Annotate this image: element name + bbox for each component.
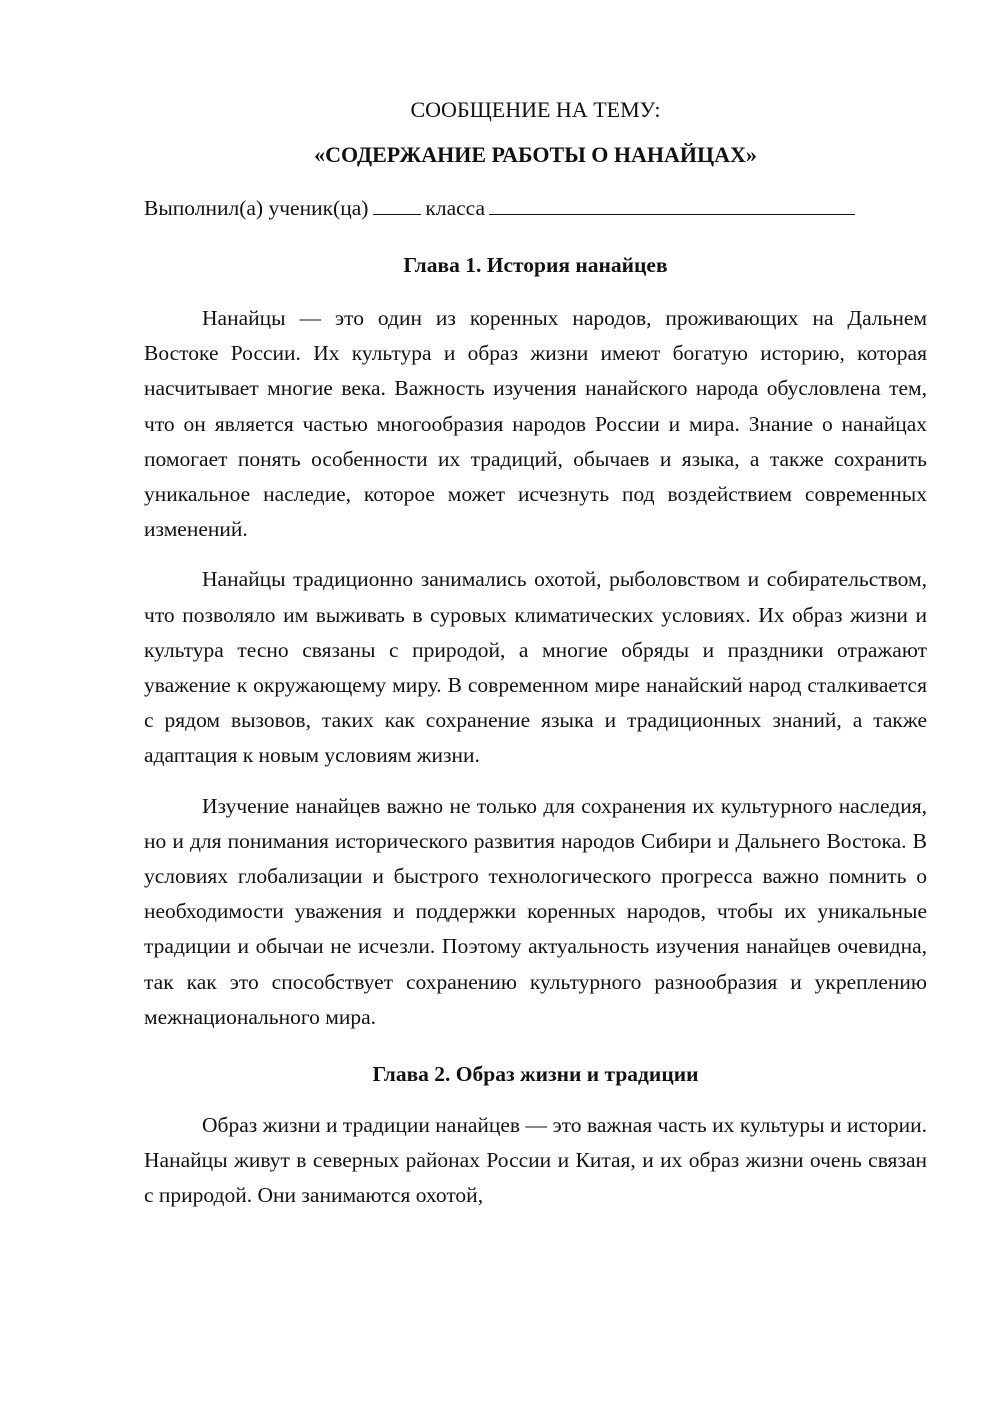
chapter-2-title: Глава 2. Образ жизни и традиции xyxy=(372,1062,699,1087)
chapter-1-paragraph: Нанайцы — это один из коренных народов, проживающих на Дальнем Востоке России. Их культура и образ жизни имеют богатую историю, которая насчитывает многие века. Важность изучения нанайского народа обусловлена тем, что он является частью многообразия народов России и мира. Знание о нанайцах помогает понять особенности их традиций, обычаев и языка, а также сохранить уникальное наследие, которое может исчезнуть под воздействием современных изменений. xyxy=(144,306,927,542)
chapter-1-title: Глава 1. История нанайцев xyxy=(403,253,668,277)
author-label: Выполнил(а) ученик(ца) xyxy=(144,196,369,220)
chapter-2-paragraph: Образ жизни и традиции нанайцев — это важная часть их культуры и истории. Нанайцы живут в северных районах России и Китая, и их образ жизни очень связан с природой. Они занимаются охотой, xyxy=(144,1113,927,1208)
document-page xyxy=(144,92,927,1214)
author-line xyxy=(144,190,927,226)
name-blank xyxy=(489,190,855,215)
chapter-1-paragraph: Нанайцы традиционно занимались охотой, рыболовством и собирательством, что позволяло им выживать в суровых климатических условиях. Их образ жизни и культура тесно связаны с природой, а многие обряды и праздники отражают уважение к окружающему миру. В современном мире нанайский народ сталкивается с рядом вызовов, таких как сохранение языка и традиционных знаний, а также адаптация к новым условиям жизни. xyxy=(144,567,927,768)
chapter-1-paragraph: Изучение нанайцев важно не только для сохранения их культурного наследия, но и для понимания исторического развития народов Сибири и Дальнего Востока. В условиях глобализации и быстрого технологического прогресса важно помнить о необходимости уважения и поддержки коренных народов, чтобы их уникальные традиции и обычаи не исчезли. Поэтому актуальность изучения нанайцев очевидна, так как это способствует сохранению культурного разнообразия и укреплению межнационального мира. xyxy=(144,793,927,1029)
grade-label: класса xyxy=(425,196,486,220)
document-topic-title: «СОДЕРЖАНИЕ РАБОТЫ О НАНАЙЦАХ» xyxy=(314,142,757,167)
grade-blank xyxy=(373,190,421,215)
document-heading: СООБЩЕНИЕ НА ТЕМУ: xyxy=(410,97,661,122)
